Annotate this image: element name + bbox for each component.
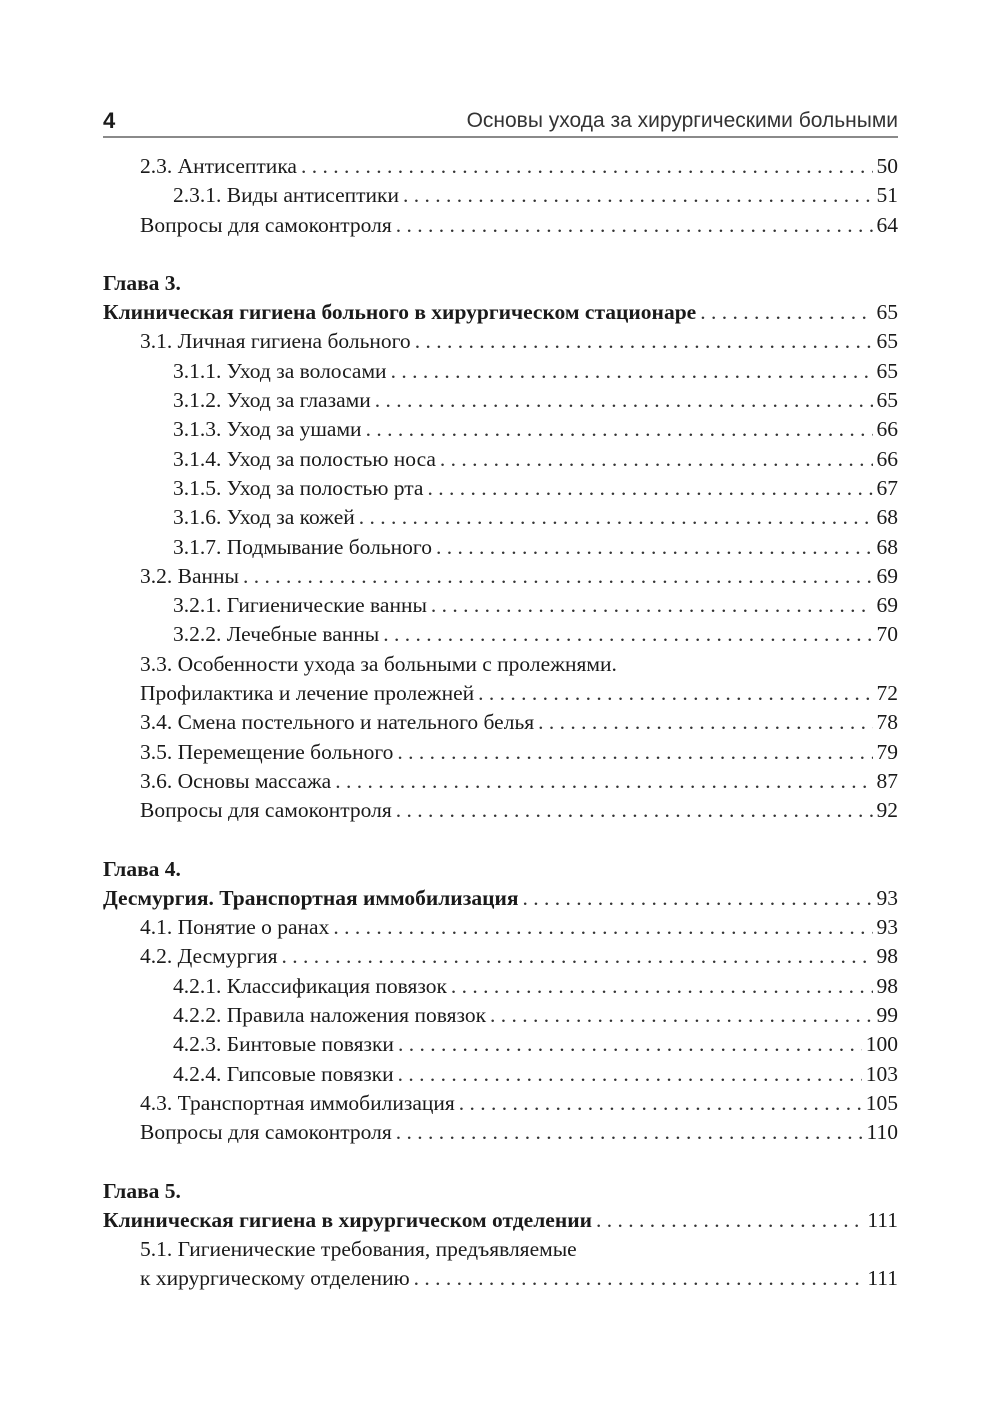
entry-label: 2.3.1. Виды антисептики xyxy=(173,183,400,208)
toc-entry[interactable] xyxy=(103,503,898,532)
page-ref: 92 xyxy=(876,798,898,823)
entry-label: 4.2.1. Классификация повязок xyxy=(173,973,447,998)
chapter-heading: Глава 5. xyxy=(103,1178,181,1203)
page-ref: 93 xyxy=(876,915,898,940)
leader-dots xyxy=(538,708,872,737)
entry-label: 3.1.3. Уход за ушами xyxy=(173,417,362,442)
entry-label: Десмургия. Транспортная иммобилизация xyxy=(103,885,519,910)
page-ref: 50 xyxy=(876,154,898,178)
page-header xyxy=(103,106,898,138)
page-ref: 100 xyxy=(865,1032,898,1057)
page-ref: 66 xyxy=(876,446,898,471)
leader-dots xyxy=(459,1089,862,1118)
page-ref: 68 xyxy=(876,534,898,559)
chapter-title-entry[interactable] xyxy=(103,884,898,913)
page-ref: 72 xyxy=(876,681,898,706)
leader-dots xyxy=(383,620,872,649)
page-ref: 98 xyxy=(876,973,898,998)
page-ref: 66 xyxy=(876,417,898,442)
page-ref: 51 xyxy=(876,183,898,208)
page-ref: 65 xyxy=(876,358,898,383)
leader-dots xyxy=(391,357,873,386)
toc-entry[interactable] xyxy=(103,1030,898,1059)
page-ref: 111 xyxy=(867,1266,898,1291)
toc-entry[interactable] xyxy=(103,708,898,737)
page-number: 4 xyxy=(103,108,116,133)
entry-label: 4.3. Транспортная иммобилизация xyxy=(140,1090,455,1115)
page-ref: 78 xyxy=(876,710,898,735)
toc-entry[interactable] xyxy=(103,152,898,181)
entry-label: 4.2.4. Гипсовые повязки xyxy=(173,1061,394,1086)
entry-label: 3.2.1. Гигиенические ванны xyxy=(173,593,427,618)
leader-dots xyxy=(414,1264,864,1293)
entry-label: 3.2. Ванны xyxy=(140,563,239,588)
running-title: Основы ухода за хирургическими больными xyxy=(466,109,898,132)
entry-label: Вопросы для самоконтроля xyxy=(140,798,392,823)
leader-dots xyxy=(396,796,873,825)
chapter-heading: Глава 4. xyxy=(103,856,181,881)
entry-label: 4.1. Понятие о ранах xyxy=(140,915,330,940)
toc-entry[interactable] xyxy=(103,942,898,971)
page-ref: 79 xyxy=(876,739,898,764)
leader-dots xyxy=(700,298,872,327)
leader-dots xyxy=(397,738,872,767)
table-of-contents xyxy=(103,152,898,1294)
leader-dots xyxy=(478,679,872,708)
toc-entry[interactable] xyxy=(103,562,898,591)
leader-dots xyxy=(282,942,873,971)
entry-label: 3.4. Смена постельного и нательного белья xyxy=(140,710,535,735)
entry-label: 3.6. Основы массажа xyxy=(140,768,332,793)
leader-dots xyxy=(436,533,873,562)
entry-label: Клиническая гигиена больного в хирургическом стационаре xyxy=(103,300,697,325)
chapter-heading: Глава 3. xyxy=(103,270,181,295)
toc-entry[interactable] xyxy=(103,1264,898,1293)
leader-dots xyxy=(427,474,872,503)
toc-entry[interactable] xyxy=(103,327,898,356)
entry-label: 3.1. Личная гигиена больного xyxy=(140,329,411,354)
page-ref: 65 xyxy=(876,329,898,354)
leader-dots xyxy=(398,1060,862,1089)
toc-entry[interactable] xyxy=(103,913,898,942)
leader-dots xyxy=(396,1118,863,1147)
page-ref: 67 xyxy=(876,475,898,500)
leader-dots xyxy=(523,884,873,913)
toc-entry[interactable] xyxy=(103,679,898,708)
entry-label: Профилактика и лечение пролежней xyxy=(140,681,475,706)
entry-label: 4.2.3. Бинтовые повязки xyxy=(173,1032,394,1057)
toc-entry-line1[interactable]: 5.1. Гигиенические требования, предъявляемые xyxy=(140,1237,577,1262)
leader-dots xyxy=(366,415,873,444)
leader-dots xyxy=(490,1001,872,1030)
leader-dots xyxy=(301,152,873,181)
toc-entry[interactable] xyxy=(103,796,898,825)
entry-label: 3.2.2. Лечебные ванны xyxy=(173,622,380,647)
leader-dots xyxy=(415,327,873,356)
page-ref: 70 xyxy=(876,622,898,647)
page-ref: 99 xyxy=(876,1003,898,1028)
page-ref: 64 xyxy=(876,212,898,237)
toc-entry[interactable] xyxy=(103,533,898,562)
toc-entry-line1[interactable]: 3.3. Особенности ухода за больными с пролежнями. xyxy=(140,651,617,676)
leader-dots xyxy=(396,211,873,240)
entry-label: 3.1.5. Уход за полостью рта xyxy=(173,475,424,500)
toc-entry[interactable] xyxy=(103,972,898,1001)
toc-entry[interactable] xyxy=(103,445,898,474)
chapter-title-entry[interactable] xyxy=(103,1206,898,1235)
chapter-title-entry[interactable] xyxy=(103,298,898,327)
page-ref: 87 xyxy=(876,768,898,793)
toc-entry[interactable] xyxy=(103,620,898,649)
page-ref: 65 xyxy=(876,388,898,413)
entry-label: 3.1.4. Уход за полостью носа xyxy=(173,446,436,471)
page-ref: 111 xyxy=(867,1207,898,1232)
leader-dots xyxy=(333,913,872,942)
page-ref: 103 xyxy=(865,1061,898,1086)
entry-label: 3.1.6. Уход за кожей xyxy=(173,505,355,530)
leader-dots xyxy=(440,445,873,474)
toc-entry[interactable] xyxy=(103,1001,898,1030)
leader-dots xyxy=(335,767,872,796)
toc-entry[interactable] xyxy=(103,181,898,210)
leader-dots xyxy=(431,591,873,620)
toc-entry[interactable] xyxy=(103,1089,898,1118)
toc-entry[interactable] xyxy=(103,474,898,503)
leader-dots xyxy=(243,562,873,591)
toc-entry[interactable] xyxy=(103,767,898,796)
entry-label: Клиническая гигиена в хирургическом отделении xyxy=(103,1207,592,1232)
entry-label: 3.1.7. Подмывание больного xyxy=(173,534,432,559)
toc-entry[interactable] xyxy=(103,357,898,386)
page-ref: 98 xyxy=(876,944,898,969)
entry-label: 4.2.2. Правила наложения повязок xyxy=(173,1003,487,1028)
page-ref: 65 xyxy=(876,300,898,325)
entry-label: 3.1.1. Уход за волосами xyxy=(173,358,387,383)
toc-entry[interactable] xyxy=(103,1118,898,1147)
leader-dots xyxy=(596,1206,863,1235)
leader-dots xyxy=(375,386,873,415)
page-ref: 68 xyxy=(876,505,898,530)
page-ref: 69 xyxy=(876,563,898,588)
toc-entry[interactable] xyxy=(103,415,898,444)
leader-dots xyxy=(359,503,873,532)
leader-dots xyxy=(398,1030,862,1059)
entry-label: к хирургическому отделению xyxy=(140,1266,410,1291)
entry-label: 4.2. Десмургия xyxy=(140,944,278,969)
toc-entry[interactable] xyxy=(103,386,898,415)
entry-label: 3.5. Перемещение больного xyxy=(140,739,394,764)
leader-dots xyxy=(403,181,872,210)
page-ref: 69 xyxy=(876,593,898,618)
entry-label: Вопросы для самоконтроля xyxy=(140,1120,392,1145)
page-ref: 105 xyxy=(865,1090,898,1115)
page-ref: 110 xyxy=(866,1120,898,1145)
toc-entry[interactable] xyxy=(103,738,898,767)
entry-label: 3.1.2. Уход за глазами xyxy=(173,388,371,413)
leader-dots xyxy=(451,972,873,1001)
toc-entry[interactable] xyxy=(103,591,898,620)
toc-entry[interactable] xyxy=(103,1060,898,1089)
page-ref: 93 xyxy=(876,885,898,910)
entry-label: 2.3. Антисептика xyxy=(140,154,297,178)
entry-label: Вопросы для самоконтроля xyxy=(140,212,392,237)
toc-entry[interactable] xyxy=(103,211,898,240)
